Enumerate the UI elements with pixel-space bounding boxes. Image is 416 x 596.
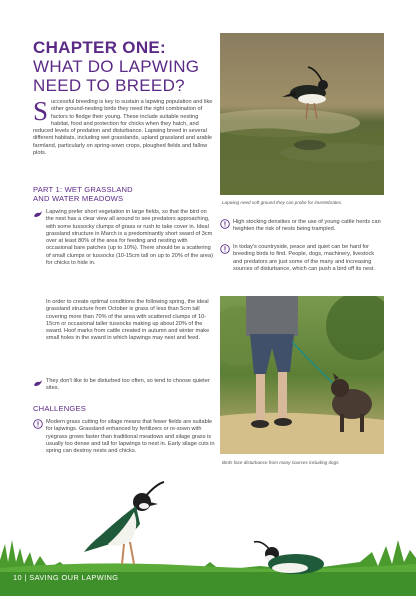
dog-walker-photo xyxy=(220,296,384,454)
drop-cap: S xyxy=(33,96,49,126)
lapwing-wetland-photo xyxy=(220,33,384,195)
chapter-title-line2: WHAT DO LAPWING xyxy=(33,57,200,76)
part1-bullet-vegetation-text: Lapwing prefer short vegetation in large fields, so that the bird on the nest has a clear view all around to see predators approaching, with some tussocky clumps of grass or rush to take cover in. Ideal grassland structure in March is a predominantly short sward of 3cm over at least 80% of the area for feeding and nesting with occasional bare patches (up to 10%). There should be a scattering of small clumps or tussocks (10-15cm tall on up to 20% of the area) for chicks to hide in. xyxy=(46,209,213,267)
lapwing-icon xyxy=(33,209,43,219)
warning-icon xyxy=(33,419,43,429)
part1-heading-line2: AND WATER MEADOWS xyxy=(33,194,124,203)
chapter-title xyxy=(33,38,213,95)
challenges-heading: CHALLENGES xyxy=(33,404,87,413)
intro-paragraph xyxy=(33,96,213,157)
challenges-bullet-silage xyxy=(33,419,215,455)
right-warning-disturbance xyxy=(220,244,384,273)
intro-text: uccessful breeding is key to sustain a lapwing population and like other ground-nesting birds they need the right combination of factors to fledge their young. These include suitable nesting habitat, food and protection for chicks when they hatch, and reduced levels of predation and disturbance. Lapwing breed in several different habitats, including wet grasslands, upland grassland and arable farmland, particularly on spring-sown crops, ploughed fields and fallow plots. xyxy=(33,99,213,157)
part1-bullet-disturbance xyxy=(33,378,215,393)
page-footer: 10 | SAVING OUR LAPWING xyxy=(13,573,119,582)
warning-icon xyxy=(220,219,230,229)
right-warning-stocking xyxy=(220,219,384,234)
right-warning-disturbance-text: In today's countryside, peace and quiet can be hard for breeding birds to find. People, dogs, machinery, livestock and predators are just some of the many and increasing sources of disturbance, which can push a bird off its nest. xyxy=(233,244,375,272)
lapwing-icon xyxy=(33,378,43,388)
chapter-title-line3: NEED TO BREED? xyxy=(33,76,185,95)
lapwing-illustration-sitting xyxy=(250,536,330,580)
warning-icon xyxy=(220,244,230,254)
challenges-bullet-silage-text: Modern grass cutting for silage means that fewer fields are suitable for lapwings. Grassland enhanced by fertilizers or re-sown with ryegrass grows faster than traditional meadows and silage grass is usually too dense and tall for lapwings to nest in. Early silage cuts in spring can destroy nests and chicks. xyxy=(46,419,215,455)
right-warning-stocking-text: High stocking densities or the use of young cattle herds can heighten the risk of nests being trampled. xyxy=(233,219,381,233)
part1-bullet-disturbance-text: They don't like to be disturbed too often, so tend to choose quieter sites. xyxy=(46,378,210,392)
lapwing-photo-caption: Lapwing need soft ground they can probe for invertebrates. xyxy=(222,200,343,205)
lapwing-illustration-standing xyxy=(80,480,170,572)
part1-paragraph-text: In order to create optimal conditions the following spring, the ideal grassland structure from October is grass of less than 5cm tall covering more than 70% of the area with scattered clumps of 10-15cm or occasional taller tussocks making up about 20% of the sward. Hoof marks from cattle created in autumn and winter make small holes in the sward in which lapwings may nest and feed. xyxy=(46,299,210,342)
part1-heading xyxy=(33,185,213,203)
part1-paragraph xyxy=(46,299,214,343)
dog-photo-caption: Birds face disturbance from many sources including dogs. xyxy=(222,460,340,465)
part1-heading-line1: PART 1: WET GRASSLAND xyxy=(33,185,133,194)
chapter-title-line1: CHAPTER ONE: xyxy=(33,38,166,57)
part1-bullet-vegetation xyxy=(33,209,215,267)
